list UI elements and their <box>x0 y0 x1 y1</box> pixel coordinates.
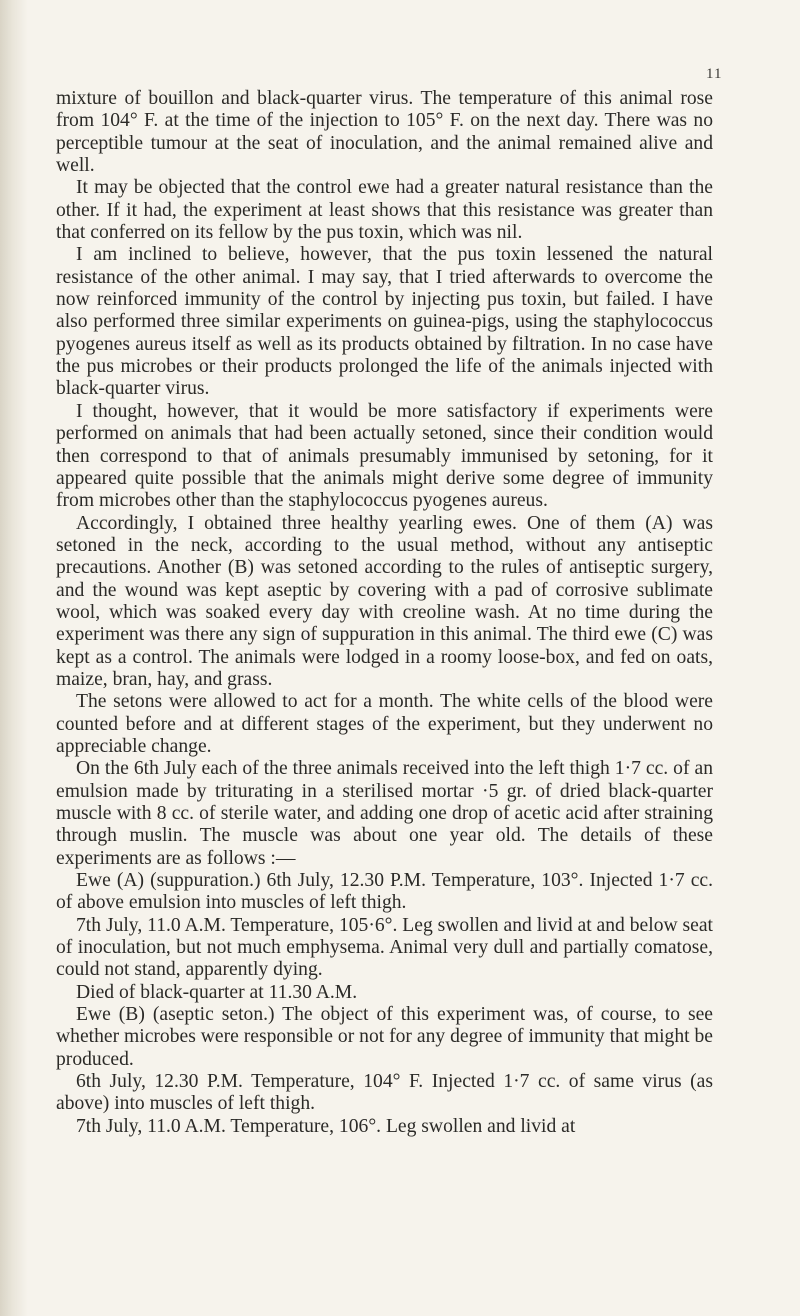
paragraph-emulsion-injection: On the 6th July each of the three animals received into the left thigh 1·7 cc. of an emulsion made by triturating in a sterilised mortar ·5 gr. of dried black-quarter muscle with 8 cc. of sterile water, and adding one drop of acetic acid after straining through muslin. The muscle was about one year old. The details of these experiments are as follows :— <box>56 758 713 869</box>
paragraph-control-resistance: It may be objected that the control ewe had a greater natural resistance than the other. If it had, the experiment at least shows that this resistance was greater than that conferred on its fellow by the pus toxin, which was nil. <box>56 177 713 244</box>
paragraph-setoned-animals: I thought, however, that it would be more satisfactory if experiments were performed on animals that had been actually setoned, since their condition would then correspond to that of animals presumably immunised by setoning, for it appeared quite possible that the animals might derive some degree of immunity from microbes other than the staphylococcus pyogenes aureus. <box>56 400 713 512</box>
paragraph-ewe-a-death: Died of black-quarter at 11.30 A.M. <box>76 981 358 1003</box>
page-number: 11 <box>706 66 723 82</box>
paragraph-ewe-b-6th-july: 6th July, 12.30 P.M. Temperature, 104° F. Injected 1·7 cc. of same virus (as above) into muscles of left thigh. <box>56 1071 713 1115</box>
paragraph-pus-toxin: I am inclined to believe, however, that the pus toxin lessened the natural resistance of the other animal. I may say, that I tried afterwards to overcome the now reinforced immunity of the control by injecting pus toxin, but failed. I have also performed three similar experiments on guinea-pigs, using the staphylococcus pyogenes aureus itself as well as its products obtained by filtration. In no case have the pus microbes or their products prolonged the life of the animals injected with black-quarter virus. <box>56 244 713 400</box>
paragraph-ewe-b-7th-july: 7th July, 11.0 A.M. Temperature, 106°. Leg swollen and livid at <box>76 1115 576 1137</box>
paragraph-continuation: mixture of bouillon and black-quarter virus. The temperature of this animal rose from 104° F. at the time of the injection to 105° F. on the next day. There was no perceptible tumour at the seat of inoculation, and the animal remained alive and well. <box>56 88 713 177</box>
paragraph-ewe-a: Ewe (A) (suppuration.) 6th July, 12.30 P.M. Temperature, 103°. Injected 1·7 cc. of above emulsion into muscles of left thigh. <box>56 870 713 914</box>
paragraph-ewe-a-7th-july: 7th July, 11.0 A.M. Temperature, 105·6°. Leg swollen and livid at and below seat of inoculation, but not much emphysema. Animal very dull and partially comatose, could not stand, apparently dying. <box>56 914 713 981</box>
paragraph-setons-month: The setons were allowed to act for a month. The white cells of the blood were counted before and at different stages of the experiment, but they underwent no appreciable change. <box>56 691 713 757</box>
paragraph-ewe-b: Ewe (B) (aseptic seton.) The object of this experiment was, of course, to see whether microbes were responsible or not for any degree of immunity that might be produced. <box>56 1004 713 1070</box>
paragraph-yearling-ewes: Accordingly, I obtained three healthy yearling ewes. One of them (A) was setoned in the neck, according to the usual method, without any antiseptic precautions. Another (B) was setoned according to the rules of antiseptic surgery, and the wound was kept aseptic by covering with a pad of corrosive sublimate wool, which was soaked every day with creoline wash. At no time during the experiment was there any sign of suppuration in this animal. The third ewe (C) was kept as a control. The animals were lodged in a roomy loose-box, and fed on oats, maize, bran, hay, and grass. <box>56 512 713 690</box>
body-text <box>56 88 713 1138</box>
page-binding-shadow <box>0 0 28 1316</box>
